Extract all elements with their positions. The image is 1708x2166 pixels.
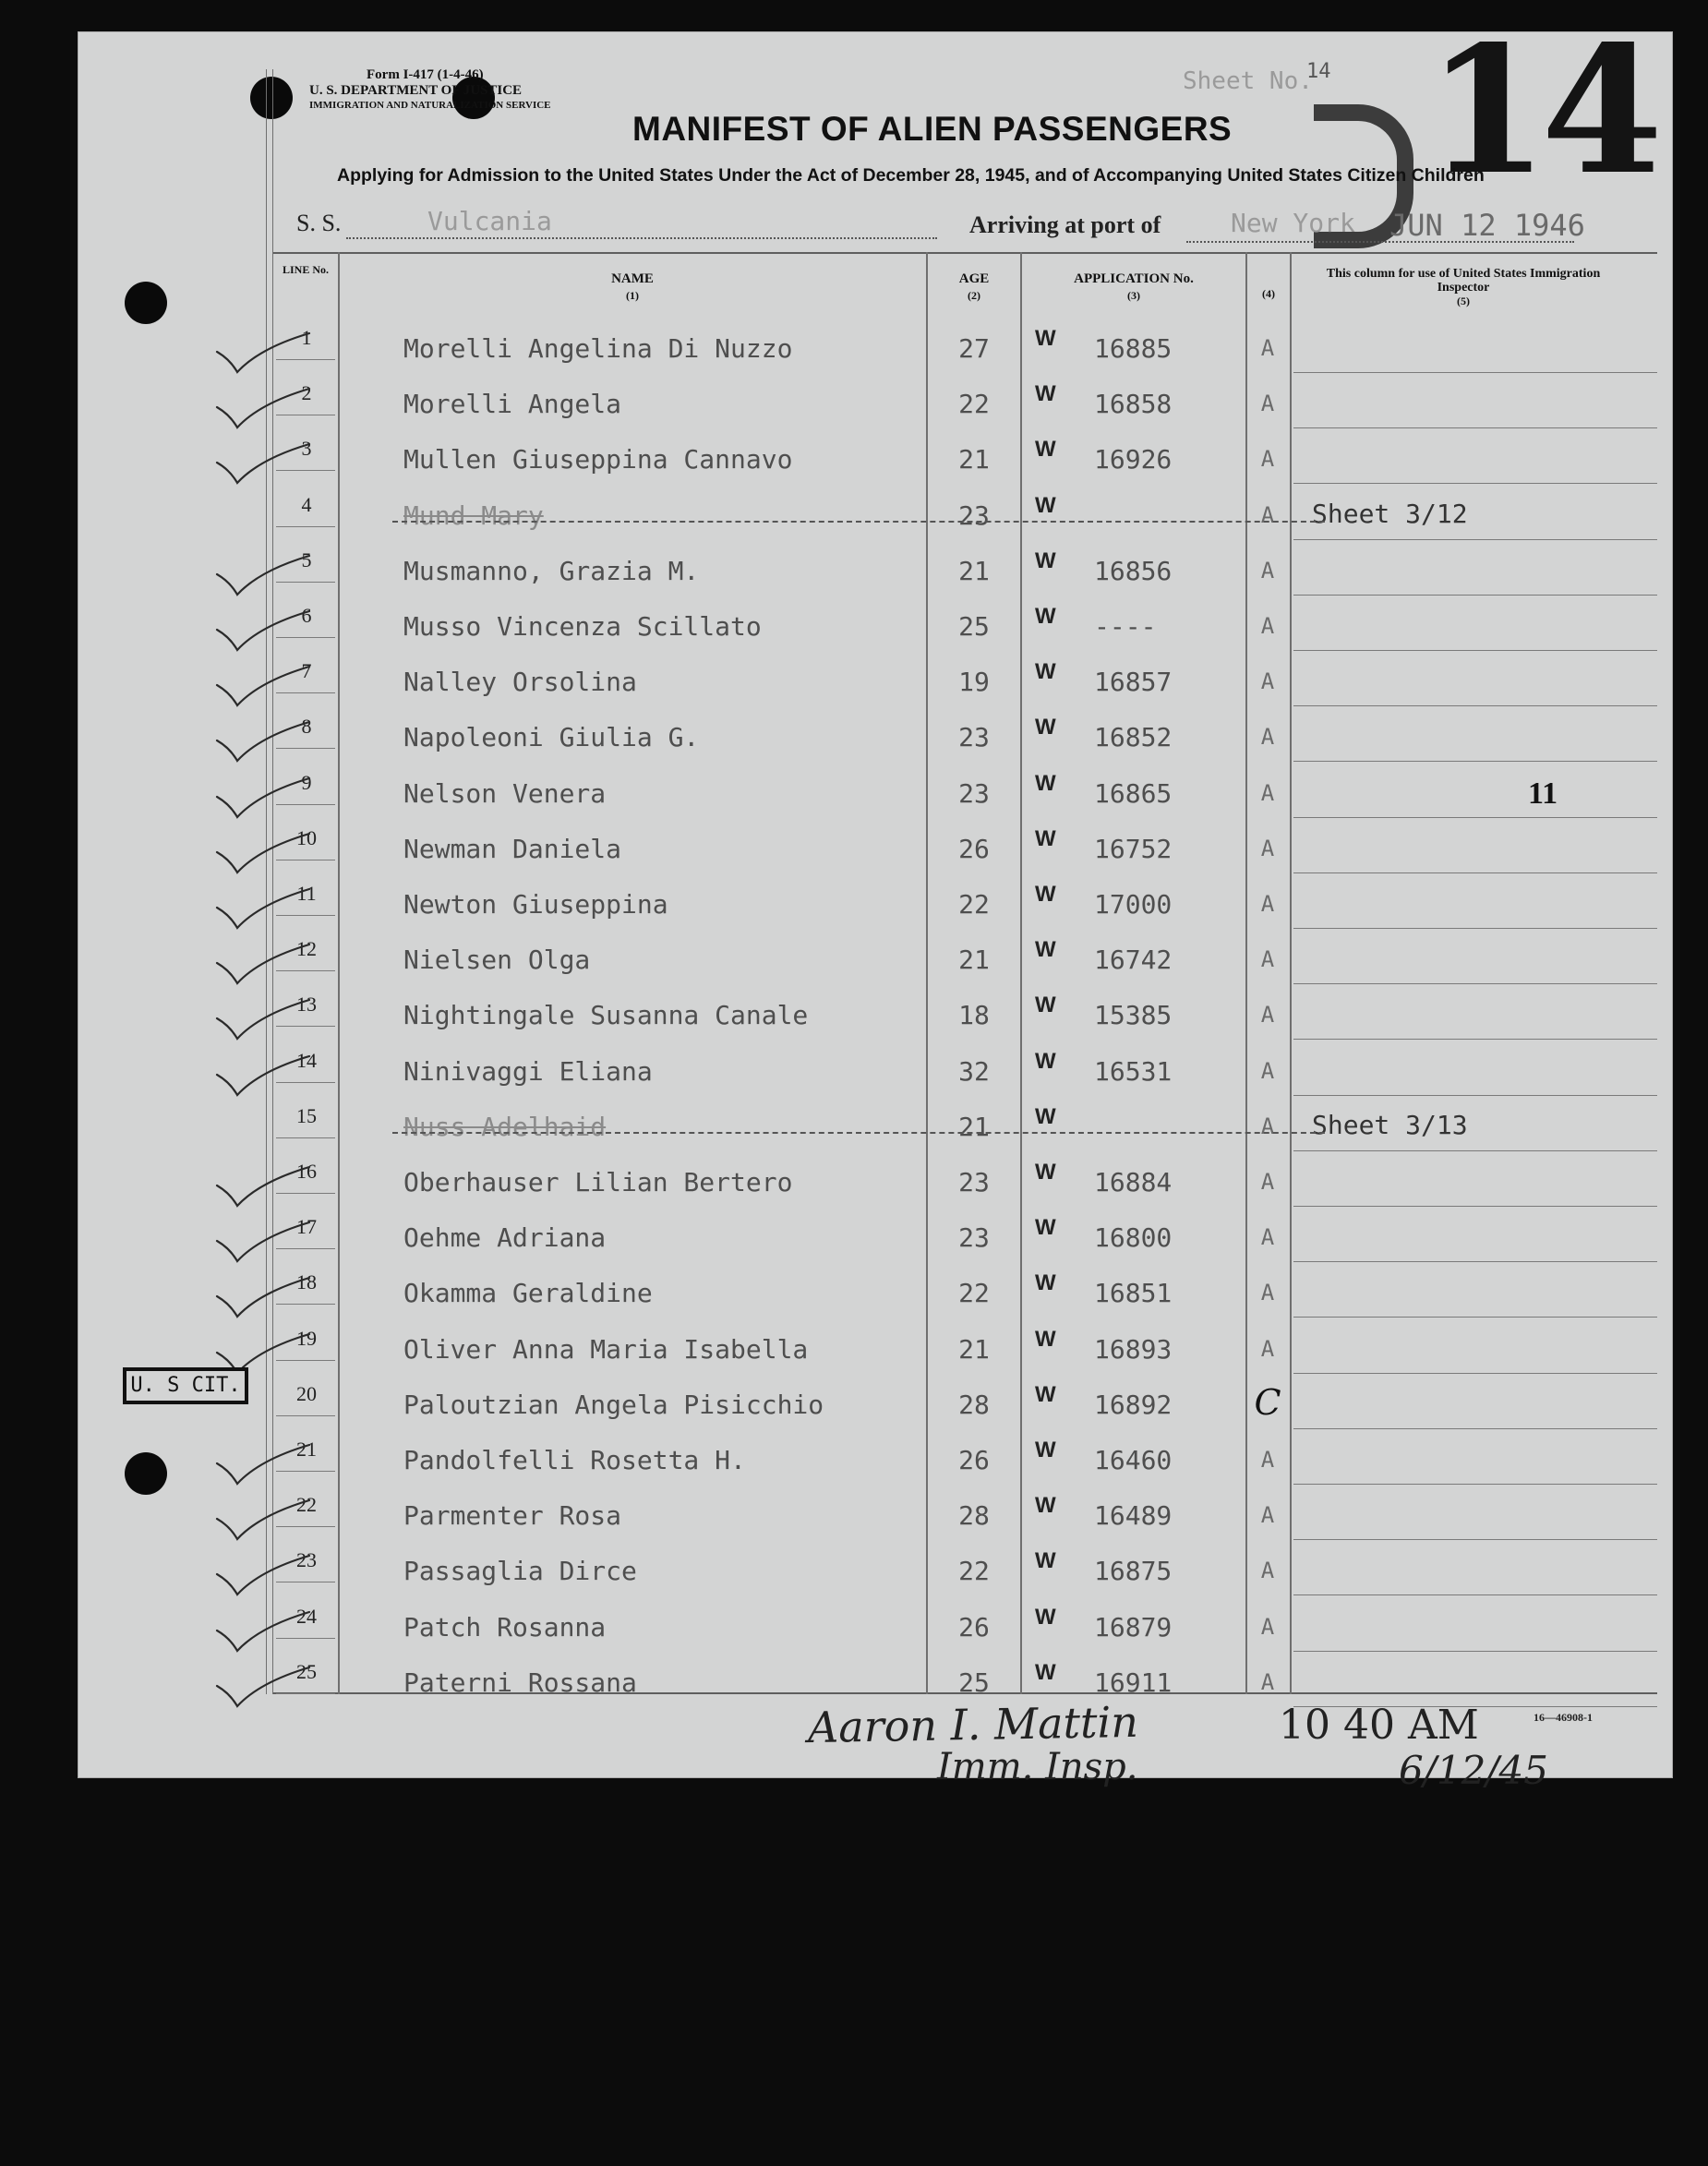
arriving-label: Arriving at port of: [969, 211, 1161, 238]
class-w: W: [1035, 1215, 1056, 1241]
row-line-inspector: [1293, 1373, 1657, 1374]
signature-time: 10 40 AM: [1279, 1702, 1479, 1749]
row-line-inspector: [1293, 1651, 1657, 1652]
class-w: W: [1035, 882, 1056, 907]
application-number: 16885: [1094, 333, 1173, 364]
column-4-code: A: [1260, 1224, 1275, 1251]
line-number: 19: [296, 1326, 317, 1350]
column-4-code: A: [1260, 613, 1275, 639]
class-w: W: [1035, 437, 1056, 463]
row-line-inspector: [1293, 872, 1657, 873]
passenger-name: Musso Vincenza Scillato: [403, 611, 762, 642]
check-mark-icon: [213, 1165, 315, 1215]
class-w: W: [1035, 1381, 1056, 1407]
check-mark-icon: [213, 887, 315, 937]
class-w: W: [1035, 1048, 1056, 1074]
passenger-name: Morelli Angelina Di Nuzzo: [403, 333, 793, 364]
ss-label: S. S.: [296, 210, 342, 236]
passenger-age: 26: [958, 1445, 990, 1475]
row-line-inspector: [1293, 1317, 1657, 1318]
line-number: 22: [296, 1493, 317, 1517]
passenger-age: 23: [958, 1167, 990, 1197]
check-mark-icon: [213, 1276, 315, 1326]
passenger-age: 23: [958, 1222, 990, 1254]
col-header-application: APPLICATION No. (3): [1074, 271, 1194, 302]
row-line-inspector: [1293, 817, 1657, 818]
passenger-name: Parmenter Rosa: [403, 1500, 622, 1532]
passenger-age: 26: [958, 833, 990, 864]
application-number: 16879: [1094, 1611, 1173, 1643]
column-4-code: A: [1260, 335, 1275, 361]
passenger-name: Oberhauser Lilian Bertero: [403, 1167, 793, 1197]
row-line-inspector: [1293, 761, 1657, 762]
row-line-inspector: [1293, 650, 1657, 651]
application-number: 16531: [1094, 1055, 1173, 1087]
form-code: 16—46908-1: [1534, 1711, 1593, 1724]
class-w: W: [1035, 1326, 1056, 1352]
column-4-code: A: [1260, 1502, 1275, 1529]
col-header-line: LINE No.: [282, 263, 329, 276]
row-line-inspector: [1293, 427, 1657, 428]
page-subtitle: Applying for Admission to the United States Under the Act of December 28, 1945, and of Accompanying United States Citizen Children: [337, 165, 1485, 186]
inspector-signature: Aaron I. Mattin: [807, 1696, 1139, 1753]
dept-line2: IMMIGRATION AND NATURALIZATION SERVICE: [309, 100, 551, 111]
column-4-code: A: [1260, 835, 1275, 861]
line-number: 3: [301, 437, 312, 461]
passenger-age: 18: [958, 1000, 990, 1031]
column-4-code: A: [1260, 1668, 1275, 1695]
class-w: W: [1035, 937, 1056, 963]
application-number: ----: [1094, 611, 1157, 642]
application-number: 16742: [1094, 945, 1173, 976]
row-line-inspector: [1293, 1539, 1657, 1540]
application-number: 16800: [1094, 1222, 1173, 1254]
row-line-inspector: [1293, 1095, 1657, 1096]
passenger-age: 19: [958, 667, 990, 698]
inspector-note: 11: [1528, 776, 1558, 811]
row-line-inspector: [1293, 483, 1657, 484]
line-number: 5: [301, 548, 312, 572]
row-line-inspector: [1293, 1484, 1657, 1485]
application-number: 17000: [1094, 889, 1173, 920]
passenger-name: Oehme Adriana: [403, 1222, 607, 1254]
punch-hole: [125, 1452, 167, 1495]
line-number: 9: [301, 770, 312, 794]
passenger-name: Oliver Anna Maria Isabella: [403, 1333, 809, 1365]
passenger-name: Ninivaggi Eliana: [403, 1055, 653, 1087]
line-number: 13: [296, 993, 317, 1017]
check-mark-icon: [213, 1666, 315, 1715]
col-header-inspector: This column for use of United States Immigration Inspector (5): [1326, 267, 1601, 307]
column-4-code: C: [1254, 1381, 1281, 1423]
application-number: 16752: [1094, 833, 1173, 864]
class-w: W: [1035, 604, 1056, 629]
col-divider: [1020, 252, 1022, 1694]
passenger-name: Mund Mary: [403, 499, 544, 531]
column-4-code: A: [1260, 891, 1275, 917]
line-number: 17: [296, 1215, 317, 1239]
line-number: 8: [301, 715, 312, 739]
row-line-inspector: [1293, 1594, 1657, 1595]
column-4-code: A: [1260, 724, 1275, 751]
column-4-code: A: [1260, 1613, 1275, 1640]
class-w: W: [1035, 1659, 1056, 1685]
application-number: 16875: [1094, 1556, 1173, 1587]
row-line-inspector: [1293, 1261, 1657, 1262]
check-mark-icon: [213, 1554, 315, 1604]
line-number: 23: [296, 1548, 317, 1572]
dept-line1: U. S. DEPARTMENT OF JUSTICE: [309, 83, 523, 98]
line-number: 16: [296, 1160, 317, 1183]
passenger-name: Newman Daniela: [403, 833, 622, 864]
line-number: 6: [301, 604, 312, 627]
passenger-age: 22: [958, 1278, 990, 1309]
column-4-code: A: [1260, 446, 1275, 473]
ship-name: Vulcania: [427, 206, 552, 236]
check-mark-icon: [213, 720, 315, 770]
check-mark-icon: [213, 331, 315, 381]
class-w: W: [1035, 1103, 1056, 1129]
class-w: W: [1035, 825, 1056, 851]
row-line-inspector: [1293, 705, 1657, 706]
class-w: W: [1035, 492, 1056, 518]
inspector-note: Sheet 3/12: [1312, 498, 1468, 529]
strike-line: [392, 521, 1325, 523]
line-number: 14: [296, 1048, 317, 1072]
row-line-short: [276, 1415, 335, 1416]
passenger-age: 28: [958, 1500, 990, 1532]
application-number: 16884: [1094, 1167, 1173, 1197]
passenger-age: 26: [958, 1611, 990, 1643]
column-4-code: A: [1260, 779, 1275, 806]
check-mark-icon: [213, 387, 315, 437]
row-line-inspector: [1293, 1150, 1657, 1151]
column-4-code: A: [1260, 557, 1275, 584]
check-mark-icon: [213, 1498, 315, 1548]
passenger-age: 23: [958, 499, 990, 531]
row-line-short: [276, 526, 335, 527]
application-number: 16856: [1094, 555, 1173, 586]
passenger-age: 21: [958, 1333, 990, 1365]
line-number: 2: [301, 381, 312, 405]
stamp-number: 14: [1426, 7, 1656, 213]
punch-hole: [250, 77, 293, 119]
class-w: W: [1035, 326, 1056, 351]
class-w: W: [1035, 1493, 1056, 1519]
passenger-name: Paloutzian Angela Pisicchio: [403, 1389, 824, 1420]
sheet-number: 14: [1306, 60, 1331, 83]
passenger-name: Patch Rosanna: [403, 1611, 607, 1643]
row-line-inspector: [1293, 928, 1657, 929]
line-number: 4: [301, 492, 312, 516]
class-w: W: [1035, 770, 1056, 796]
column-4-code: A: [1260, 1113, 1275, 1139]
application-number: 16489: [1094, 1500, 1173, 1532]
col-divider: [1245, 252, 1247, 1694]
manifest-sheet: [78, 7, 1673, 1793]
row-line-inspector: [1293, 372, 1657, 373]
passenger-name: Morelli Angela: [403, 389, 622, 420]
check-mark-icon: [213, 998, 315, 1048]
page-title: MANIFEST OF ALIEN PASSENGERS: [632, 110, 1233, 148]
passenger-name: Nalley Orsolina: [403, 667, 637, 698]
passenger-age: 22: [958, 1556, 990, 1587]
row-line-inspector: [1293, 1206, 1657, 1207]
date-stamp: JUN 12 1946: [1389, 208, 1585, 243]
punch-hole: [125, 282, 167, 324]
application-number: 16893: [1094, 1333, 1173, 1365]
class-w: W: [1035, 659, 1056, 685]
passenger-age: 27: [958, 333, 990, 364]
check-mark-icon: [213, 776, 315, 826]
row-line-inspector: [1293, 539, 1657, 540]
passenger-name: Nelson Venera: [403, 777, 607, 809]
check-mark-icon: [213, 665, 315, 715]
application-number: 16911: [1094, 1667, 1173, 1698]
column-4-code: A: [1260, 1057, 1275, 1084]
column-4-code: A: [1260, 1558, 1275, 1584]
col-divider: [926, 252, 928, 1694]
passenger-age: 21: [958, 945, 990, 976]
class-w: W: [1035, 1270, 1056, 1296]
passenger-name: Nightingale Susanna Canale: [403, 1000, 809, 1031]
col-header-age: AGE (2): [958, 271, 990, 302]
port-underline: [1186, 241, 1574, 243]
inspector-note: Sheet 3/13: [1312, 1109, 1468, 1140]
check-mark-icon: [213, 554, 315, 604]
application-number: 16460: [1094, 1445, 1173, 1475]
line-number: 20: [296, 1381, 317, 1405]
check-mark-icon: [213, 1610, 315, 1660]
check-mark-icon: [213, 1054, 315, 1104]
line-number: 21: [296, 1438, 317, 1461]
application-number: 16851: [1094, 1278, 1173, 1309]
column-4-code: A: [1260, 946, 1275, 973]
passenger-age: 22: [958, 389, 990, 420]
column-4-code: A: [1260, 1335, 1275, 1362]
passenger-age: 22: [958, 889, 990, 920]
line-number: 15: [296, 1103, 317, 1127]
us-cit-stamp: U. S CIT.: [123, 1367, 248, 1404]
line-number: 24: [296, 1604, 317, 1628]
check-mark-icon: [213, 442, 315, 492]
row-line-inspector: [1293, 595, 1657, 596]
table-top-border: [272, 252, 1657, 254]
application-number: 16892: [1094, 1389, 1173, 1420]
passenger-age: 23: [958, 722, 990, 753]
line-number: 7: [301, 659, 312, 683]
strike-line: [392, 1132, 1325, 1134]
row-line-short: [276, 1137, 335, 1138]
class-w: W: [1035, 1548, 1056, 1574]
column-4-code: A: [1260, 501, 1275, 528]
passenger-name: Newton Giuseppina: [403, 889, 668, 920]
application-number: 16858: [1094, 389, 1173, 420]
col-divider: [1290, 252, 1292, 1694]
class-w: W: [1035, 548, 1056, 573]
passenger-name: Pandolfelli Rosetta H.: [403, 1445, 746, 1475]
passenger-name: Paterni Rossana: [403, 1667, 637, 1698]
passenger-age: 25: [958, 611, 990, 642]
class-w: W: [1035, 1160, 1056, 1185]
class-w: W: [1035, 1604, 1056, 1630]
passenger-name: Passaglia Dirce: [403, 1556, 637, 1587]
application-number: 16926: [1094, 444, 1173, 475]
passenger-name: Nielsen Olga: [403, 945, 591, 976]
col-header-name: NAME (1): [611, 271, 654, 302]
column-4-code: A: [1260, 668, 1275, 695]
class-w: W: [1035, 381, 1056, 407]
port-name: New York: [1231, 208, 1355, 238]
passenger-name: Nuss Adelhaid: [403, 1111, 607, 1142]
col-header-4: (4): [1262, 287, 1275, 300]
line-number: 1: [301, 326, 312, 349]
class-w: W: [1035, 993, 1056, 1018]
passenger-age: 21: [958, 1111, 990, 1142]
line-number: 18: [296, 1270, 317, 1294]
row-line-inspector: [1293, 983, 1657, 984]
application-number: 16852: [1094, 722, 1173, 753]
column-4-code: A: [1260, 1280, 1275, 1306]
passenger-age: 21: [958, 444, 990, 475]
ship-underline: [346, 237, 937, 239]
passenger-age: 28: [958, 1389, 990, 1420]
application-number: 16865: [1094, 777, 1173, 809]
check-mark-icon: [213, 1221, 315, 1270]
passenger-name: Musmanno, Grazia M.: [403, 555, 700, 586]
inspector-title: Imm. Insp.: [937, 1746, 1138, 1788]
line-number: 12: [296, 937, 317, 961]
passenger-age: 21: [958, 555, 990, 586]
class-w: W: [1035, 715, 1056, 740]
passenger-name: Napoleoni Giulia G.: [403, 722, 700, 753]
sheet-label: Sheet No.: [1183, 67, 1313, 95]
column-4-code: A: [1260, 1002, 1275, 1029]
column-4-code: A: [1260, 1447, 1275, 1473]
row-line-inspector: [1293, 1039, 1657, 1040]
column-4-code: A: [1260, 391, 1275, 417]
line-number: 25: [296, 1659, 317, 1683]
form-id: Form I-417 (1-4-46): [367, 67, 484, 82]
check-mark-icon: [213, 609, 315, 659]
signature-date: 6/12/45: [1399, 1748, 1548, 1793]
passenger-age: 25: [958, 1667, 990, 1698]
application-number: 16857: [1094, 667, 1173, 698]
class-w: W: [1035, 1438, 1056, 1462]
line-number: 11: [296, 882, 317, 905]
passenger-age: 23: [958, 777, 990, 809]
check-mark-icon: [213, 1443, 315, 1493]
passenger-age: 32: [958, 1055, 990, 1087]
row-line-inspector: [1293, 1428, 1657, 1429]
col-divider: [338, 252, 340, 1694]
passenger-name: Okamma Geraldine: [403, 1278, 653, 1309]
application-number: 15385: [1094, 1000, 1173, 1031]
line-number: 10: [296, 825, 317, 849]
check-mark-icon: [213, 943, 315, 993]
passenger-name: Mullen Giuseppina Cannavo: [403, 444, 793, 475]
check-mark-icon: [213, 832, 315, 882]
column-4-code: A: [1260, 1169, 1275, 1195]
